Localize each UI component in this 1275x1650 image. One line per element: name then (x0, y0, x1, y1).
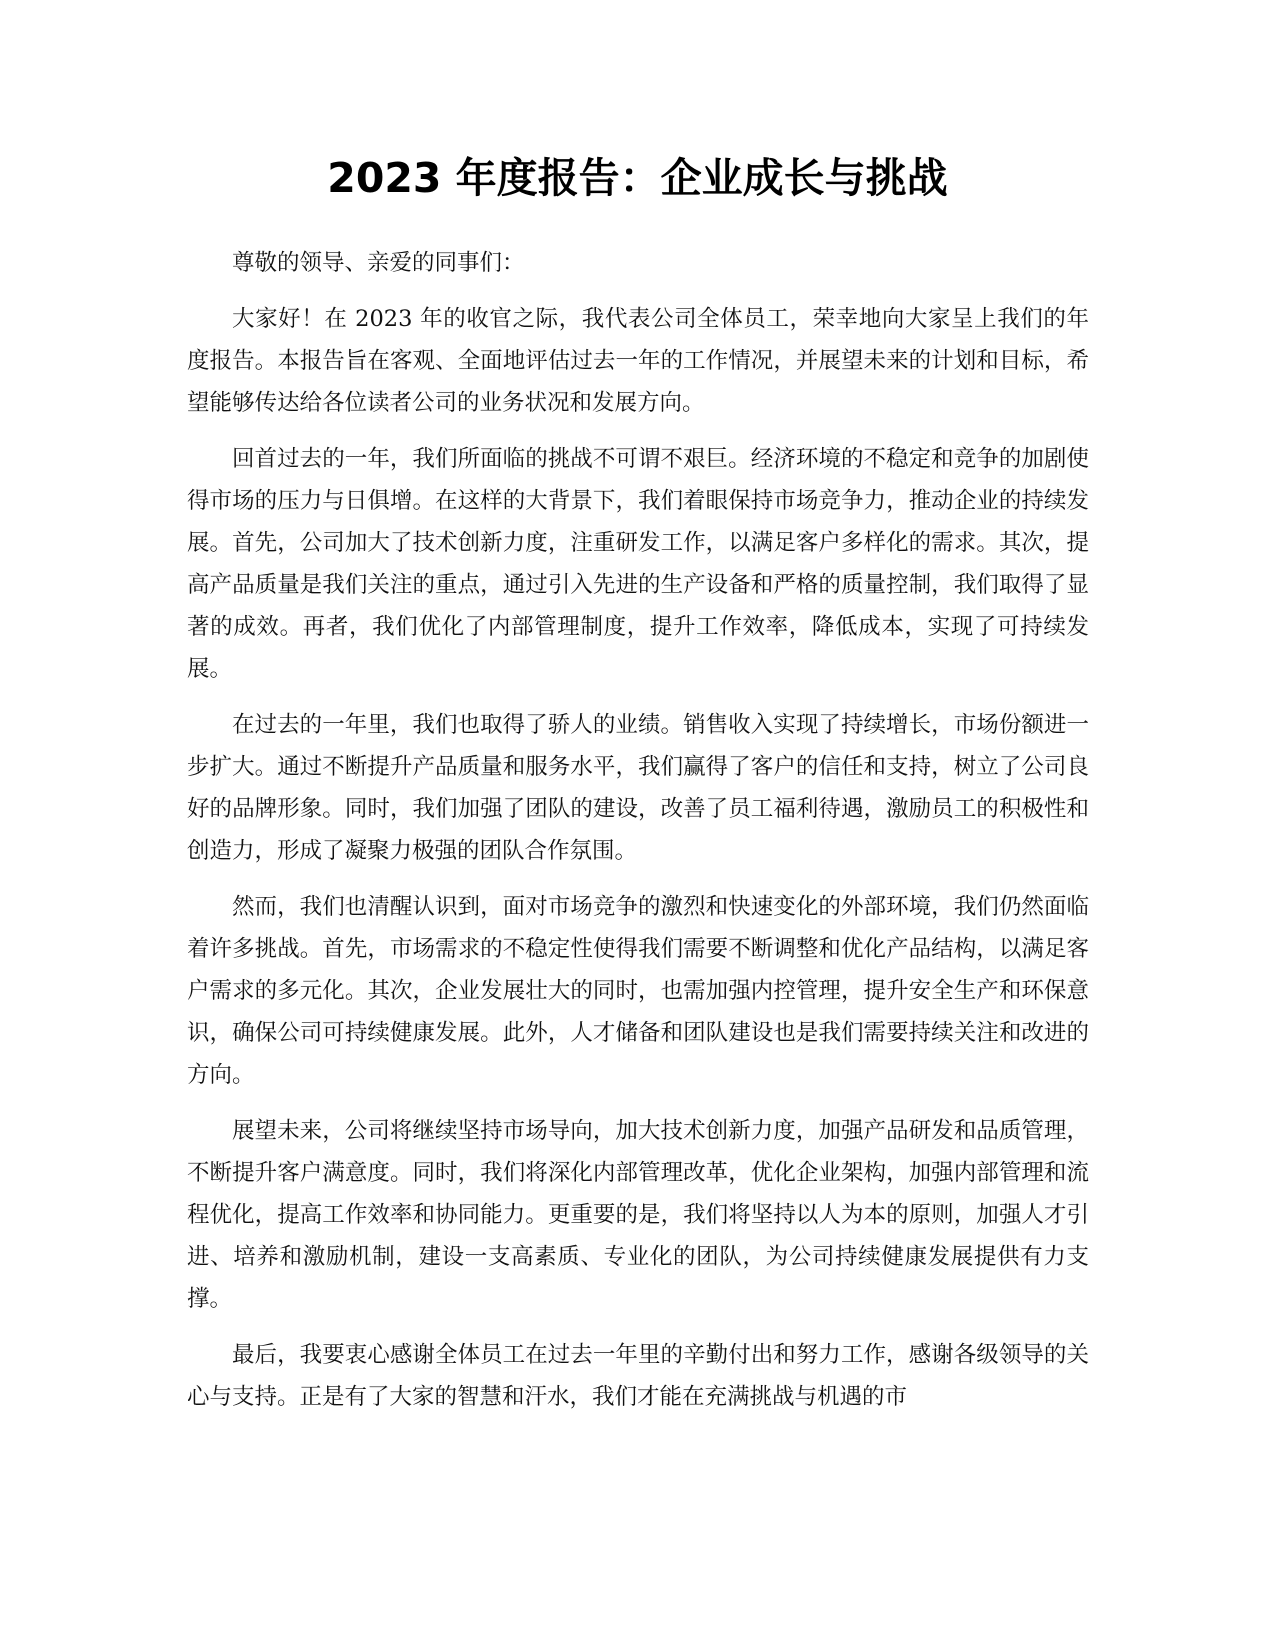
paragraph-review: 回首过去的一年，我们所面临的挑战不可谓不艰巨。经济环境的不稳定和竞争的加剧使得市场的压力与日俱增。在这样的大背景下，我们着眼保持市场竞争力，推动企业的持续发展。首先，公司加大了技术创新力度，注重研发工作，以满足客户多样化的需求。其次，提高产品质量是我们关注的重点，通过引入先进的生产设备和严格的质量控制，我们取得了显著的成效。再者，我们优化了内部管理制度，提升工作效率，降低成本，实现了可持续发展。 (187, 446, 1089, 682)
paragraph-outlook: 展望未来，公司将继续坚持市场导向，加大技术创新力度，加强产品研发和品质管理，不断提升客户满意度。同时，我们将深化内部管理改革，优化企业架构，加强内部管理和流程优化，提高工作效率和协同能力。更重要的是，我们将坚持以人为本的原则，加强人才引进、培养和激励机制，建设一支高素质、专业化的团队，为公司持续健康发展提供有力支撑。 (187, 1118, 1089, 1312)
paragraph-challenges: 然而，我们也清醒认识到，面对市场竞争的激烈和快速变化的外部环境，我们仍然面临着许多挑战。首先，市场需求的不稳定性使得我们需要不断调整和优化产品结构，以满足客户需求的多元化。其次，企业发展壮大的同时，也需加强内控管理，提升安全生产和环保意识，确保公司可持续健康发展。此外，人才储备和团队建设也是我们需要持续关注和改进的方向。 (187, 894, 1089, 1088)
paragraph-achievements: 在过去的一年里，我们也取得了骄人的业绩。销售收入实现了持续增长，市场份额进一步扩大。通过不断提升产品质量和服务水平，我们赢得了客户的信任和支持，树立了公司良好的品牌形象。同时，我们加强了团队的建设，改善了员工福利待遇，激励员工的积极性和创造力，形成了凝聚力极强的团队合作氛围。 (187, 712, 1089, 864)
paragraph-greeting: 大家好！在 2023 年的收官之际，我代表公司全体员工，荣幸地向大家呈上我们的年度报告。本报告旨在客观、全面地评估过去一年的工作情况，并展望未来的计划和目标，希望能够传达给各位读者公司的业务状况和发展方向。 (187, 306, 1089, 416)
document-title: 2023 年度报告：企业成长与挑战 (327, 154, 948, 202)
paragraph-thanks: 最后，我要衷心感谢全体员工在过去一年里的辛勤付出和努力工作，感谢各级领导的关心与支持。正是有了大家的智慧和汗水，我们才能在充满挑战与机遇的市 (187, 1342, 1089, 1410)
document-body (187, 242, 1089, 1432)
salutation: 尊敬的领导、亲爱的同事们： (232, 250, 525, 276)
